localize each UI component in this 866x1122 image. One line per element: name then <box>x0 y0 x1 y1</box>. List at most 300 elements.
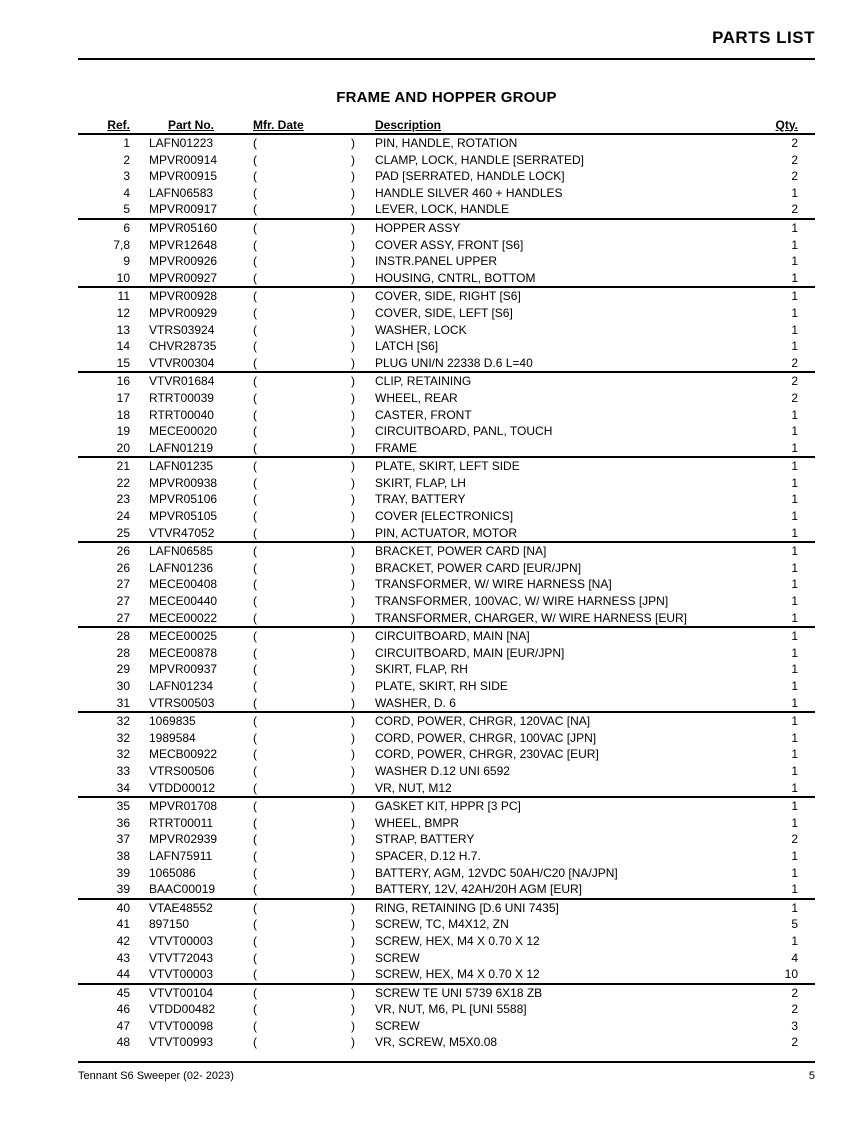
cell-mfr-date <box>253 966 355 983</box>
cell-qty: 2 <box>791 1002 798 1017</box>
mfr-date-open-paren: ( <box>253 848 257 863</box>
cell-ref: 23 <box>116 492 130 507</box>
cell-qty: 1 <box>791 440 798 455</box>
cell-description: SPACER, D.12 H.7. <box>375 848 481 863</box>
cell-mfr-date <box>253 985 355 1002</box>
cell-part-no: MPVR00926 <box>149 254 218 269</box>
cell-part-no: VTDD00012 <box>149 780 216 795</box>
cell-part-no: VTVT00098 <box>149 1018 214 1033</box>
cell-ref: 3 <box>123 169 130 184</box>
mfr-date-close-paren: ) <box>351 254 355 269</box>
cell-ref: 27 <box>116 610 130 625</box>
table-row <box>78 1034 815 1051</box>
cell-ref: 14 <box>116 339 130 354</box>
cell-mfr-date <box>253 831 355 848</box>
cell-description: GASKET KIT, HPPR [3 PC] <box>375 799 521 814</box>
mfr-date-close-paren: ) <box>351 424 355 439</box>
section-title: FRAME AND HOPPER GROUP <box>336 89 557 106</box>
table-row <box>78 798 815 815</box>
mfr-date-close-paren: ) <box>351 270 355 285</box>
table-row <box>78 288 815 305</box>
cell-description: CIRCUITBOARD, MAIN [NA] <box>375 629 530 644</box>
cell-ref: 37 <box>116 832 130 847</box>
cell-mfr-date <box>253 678 355 695</box>
cell-ref: 42 <box>116 933 130 948</box>
mfr-date-open-paren: ( <box>253 714 257 729</box>
mfr-date-open-paren: ( <box>253 407 257 422</box>
cell-ref: 45 <box>116 985 130 1000</box>
mfr-date-close-paren: ) <box>351 440 355 455</box>
cell-qty: 1 <box>791 815 798 830</box>
cell-mfr-date <box>253 152 355 169</box>
table-row <box>78 1018 815 1035</box>
footer-rule <box>78 1061 815 1063</box>
cell-mfr-date <box>253 560 355 577</box>
mfr-date-close-paren: ) <box>351 917 355 932</box>
cell-mfr-date <box>253 780 355 797</box>
cell-mfr-date <box>253 661 355 678</box>
cell-ref: 47 <box>116 1018 130 1033</box>
mfr-date-close-paren: ) <box>351 374 355 389</box>
cell-qty: 1 <box>791 424 798 439</box>
cell-part-no: MPVR05106 <box>149 492 218 507</box>
mfr-date-close-paren: ) <box>351 848 355 863</box>
table-row <box>78 560 815 577</box>
cell-part-no: MECE00408 <box>149 577 218 592</box>
cell-qty: 1 <box>791 560 798 575</box>
cell-qty: 1 <box>791 407 798 422</box>
cell-ref: 43 <box>116 950 130 965</box>
table-row <box>78 713 815 730</box>
mfr-date-close-paren: ) <box>351 950 355 965</box>
cell-part-no: LAFN01223 <box>149 136 214 150</box>
cell-qty: 2 <box>791 355 798 370</box>
mfr-date-close-paren: ) <box>351 339 355 354</box>
cell-qty: 1 <box>791 270 798 285</box>
cell-qty: 1 <box>791 763 798 778</box>
mfr-date-open-paren: ( <box>253 917 257 932</box>
cell-qty: 1 <box>791 289 798 304</box>
cell-part-no: MPVR00937 <box>149 662 218 677</box>
cell-description: WASHER, LOCK <box>375 322 467 337</box>
cell-description: FRAME <box>375 440 417 455</box>
table-row <box>78 848 815 865</box>
cell-part-no: MPVR00938 <box>149 475 218 490</box>
mfr-date-close-paren: ) <box>351 1035 355 1050</box>
cell-description: LEVER, LOCK, HANDLE <box>375 202 510 217</box>
cell-part-no: RTRT00040 <box>149 407 214 422</box>
mfr-date-close-paren: ) <box>351 662 355 677</box>
cell-ref: 22 <box>116 475 130 490</box>
cell-qty: 1 <box>791 459 798 474</box>
parts-group <box>78 796 815 898</box>
cell-part-no: MPVR02939 <box>149 832 218 847</box>
mfr-date-open-paren: ( <box>253 185 257 200</box>
cell-description: PLATE, SKIRT, LEFT SIDE <box>375 459 520 474</box>
cell-part-no: VTRS00506 <box>149 763 215 778</box>
cell-qty: 1 <box>791 610 798 625</box>
cell-ref: 12 <box>116 305 130 320</box>
cell-description: TRAY, BATTERY <box>375 492 466 507</box>
cell-description: WHEEL, REAR <box>375 390 458 405</box>
cell-ref: 9 <box>123 254 130 269</box>
table-row <box>78 610 815 627</box>
table-row <box>78 152 815 169</box>
cell-description: BATTERY, AGM, 12VDC 50AH/C20 [NA/JPN] <box>375 865 618 880</box>
cell-qty: 1 <box>791 629 798 644</box>
mfr-date-close-paren: ) <box>351 577 355 592</box>
mfr-date-close-paren: ) <box>351 610 355 625</box>
cell-ref: 26 <box>116 544 130 559</box>
mfr-date-open-paren: ( <box>253 950 257 965</box>
mfr-date-close-paren: ) <box>351 714 355 729</box>
cell-ref: 18 <box>116 407 130 422</box>
cell-qty: 1 <box>791 492 798 507</box>
table-row <box>78 950 815 967</box>
cell-description: TRANSFORMER, W/ WIRE HARNESS [NA] <box>375 577 612 592</box>
table-row <box>78 900 815 917</box>
cell-qty: 1 <box>791 662 798 677</box>
cell-part-no: MECE00025 <box>149 629 218 644</box>
cell-qty: 1 <box>791 900 798 915</box>
cell-ref: 19 <box>116 424 130 439</box>
column-header-ref: Ref. <box>107 117 130 132</box>
cell-description: CIRCUITBOARD, PANL, TOUCH <box>375 424 553 439</box>
mfr-date-close-paren: ) <box>351 169 355 184</box>
cell-description: CORD, POWER, CHRGR, 230VAC [EUR] <box>375 747 599 762</box>
cell-part-no: VTVT00993 <box>149 1035 214 1050</box>
cell-mfr-date <box>253 713 355 730</box>
cell-description: TRANSFORMER, CHARGER, W/ WIRE HARNESS [EUR] <box>375 610 688 625</box>
cell-part-no: MECE00020 <box>149 424 218 439</box>
cell-description: WASHER, D. 6 <box>375 695 456 710</box>
cell-mfr-date <box>253 628 355 645</box>
mfr-date-close-paren: ) <box>351 525 355 540</box>
footer-page-number: 5 <box>808 1070 815 1082</box>
cell-ref: 21 <box>116 459 130 474</box>
cell-mfr-date <box>253 407 355 424</box>
column-header-part-no: Part No. <box>168 117 215 132</box>
cell-description: BATTERY, 12V, 42AH/20H AGM [EUR] <box>375 882 582 897</box>
cell-description: PAD [SERRATED, HANDLE LOCK] <box>375 169 565 184</box>
cell-mfr-date <box>253 491 355 508</box>
cell-qty: 1 <box>791 544 798 559</box>
mfr-date-close-paren: ) <box>351 390 355 405</box>
cell-ref: 20 <box>116 440 130 455</box>
cell-ref: 27 <box>116 577 130 592</box>
mfr-date-close-paren: ) <box>351 1002 355 1017</box>
mfr-date-open-paren: ( <box>253 1035 257 1050</box>
cell-mfr-date <box>253 440 355 457</box>
cell-description: SCREW <box>375 950 420 965</box>
cell-mfr-date <box>253 695 355 712</box>
cell-part-no: VTVT00104 <box>149 985 214 1000</box>
cell-ref: 44 <box>116 967 130 982</box>
cell-mfr-date <box>253 730 355 747</box>
cell-qty: 1 <box>791 645 798 660</box>
mfr-date-open-paren: ( <box>253 509 257 524</box>
cell-ref: 13 <box>116 322 130 337</box>
table-row <box>78 373 815 390</box>
mfr-date-open-paren: ( <box>253 237 257 252</box>
cell-part-no: RTRT00039 <box>149 390 214 405</box>
cell-part-no: MECB00922 <box>149 747 218 762</box>
mfr-date-close-paren: ) <box>351 237 355 252</box>
cell-mfr-date <box>253 933 355 950</box>
cell-mfr-date <box>253 1018 355 1035</box>
table-row <box>78 185 815 202</box>
table-row <box>78 201 815 218</box>
cell-description: COVER, SIDE, LEFT [S6] <box>375 305 513 320</box>
cell-qty: 1 <box>791 799 798 814</box>
cell-mfr-date <box>253 1034 355 1051</box>
cell-ref: 17 <box>116 390 130 405</box>
mfr-date-close-paren: ) <box>351 136 355 150</box>
cell-ref: 5 <box>123 202 130 217</box>
cell-qty: 3 <box>791 1018 798 1033</box>
table-row <box>78 593 815 610</box>
table-row <box>78 390 815 407</box>
cell-mfr-date <box>253 645 355 662</box>
mfr-date-open-paren: ( <box>253 679 257 693</box>
cell-qty: 4 <box>791 950 798 965</box>
table-row <box>78 645 815 662</box>
cell-part-no: LAFN75911 <box>149 848 213 863</box>
parts-group <box>78 626 815 711</box>
cell-mfr-date <box>253 423 355 440</box>
cell-ref: 48 <box>116 1035 130 1050</box>
cell-qty: 2 <box>791 374 798 389</box>
mfr-date-close-paren: ) <box>351 882 355 897</box>
mfr-date-close-paren: ) <box>351 202 355 217</box>
table-row <box>78 746 815 763</box>
cell-qty: 1 <box>791 322 798 337</box>
cell-ref: 16 <box>116 374 130 389</box>
cell-qty: 2 <box>791 985 798 1000</box>
parts-group <box>78 983 815 1051</box>
table-row <box>78 966 815 983</box>
cell-ref: 1 <box>123 136 130 150</box>
column-header-qty: Qty. <box>775 117 798 132</box>
table-row <box>78 305 815 322</box>
parts-group <box>78 218 815 286</box>
mfr-date-close-paren: ) <box>351 629 355 644</box>
cell-mfr-date <box>253 390 355 407</box>
cell-ref: 35 <box>116 799 130 814</box>
mfr-date-open-paren: ( <box>253 289 257 304</box>
table-row <box>78 475 815 492</box>
table-header-row <box>78 116 815 133</box>
mfr-date-open-paren: ( <box>253 629 257 644</box>
cell-qty: 2 <box>791 832 798 847</box>
cell-description: CORD, POWER, CHRGR, 120VAC [NA] <box>375 714 591 729</box>
cell-description: SCREW, HEX, M4 X 0.70 X 12 <box>375 933 540 948</box>
mfr-date-open-paren: ( <box>253 900 257 915</box>
cell-part-no: VTVT72043 <box>149 950 214 965</box>
cell-part-no: BAAC00019 <box>149 882 216 897</box>
cell-description: HANDLE SILVER 460 + HANDLES <box>375 185 563 200</box>
cell-mfr-date <box>253 576 355 593</box>
mfr-date-open-paren: ( <box>253 577 257 592</box>
cell-ref: 2 <box>123 152 130 167</box>
mfr-date-close-paren: ) <box>351 645 355 660</box>
mfr-date-close-paren: ) <box>351 985 355 1000</box>
cell-part-no: LAFN01235 <box>149 459 214 474</box>
table-body <box>78 133 815 1051</box>
cell-mfr-date <box>253 525 355 542</box>
cell-ref: 30 <box>116 679 130 693</box>
cell-mfr-date <box>253 237 355 254</box>
cell-description: PIN, ACTUATOR, MOTOR <box>375 525 518 540</box>
cell-description: VR, NUT, M6, PL [UNI 5588] <box>375 1002 527 1017</box>
mfr-date-open-paren: ( <box>253 967 257 982</box>
cell-qty: 1 <box>791 577 798 592</box>
mfr-date-close-paren: ) <box>351 322 355 337</box>
mfr-date-open-paren: ( <box>253 202 257 217</box>
cell-mfr-date <box>253 763 355 780</box>
mfr-date-close-paren: ) <box>351 492 355 507</box>
parts-group <box>78 898 815 983</box>
cell-description: STRAP, BATTERY <box>375 832 475 847</box>
table-row <box>78 322 815 339</box>
cell-mfr-date <box>253 475 355 492</box>
cell-qty: 1 <box>791 509 798 524</box>
cell-mfr-date <box>253 746 355 763</box>
mfr-date-close-paren: ) <box>351 933 355 948</box>
cell-part-no: VTVR01684 <box>149 374 215 389</box>
table-row <box>78 661 815 678</box>
cell-qty: 10 <box>784 967 798 982</box>
cell-description: VR, SCREW, M5X0.08 <box>375 1035 498 1050</box>
mfr-date-open-paren: ( <box>253 865 257 880</box>
mfr-date-close-paren: ) <box>351 152 355 167</box>
cell-qty: 1 <box>791 848 798 863</box>
mfr-date-close-paren: ) <box>351 220 355 235</box>
cell-mfr-date <box>253 270 355 287</box>
table-row <box>78 933 815 950</box>
table-row <box>78 253 815 270</box>
cell-part-no: LAFN06583 <box>149 185 214 200</box>
cell-mfr-date <box>253 798 355 815</box>
cell-part-no: MPVR00929 <box>149 305 218 320</box>
table-row <box>78 270 815 287</box>
cell-description: WASHER D.12 UNI 6592 <box>375 763 510 778</box>
cell-description: RING, RETAINING [D.6 UNI 7435] <box>375 900 559 915</box>
cell-qty: 5 <box>791 917 798 932</box>
document-title: PARTS LIST <box>712 28 815 47</box>
cell-qty: 1 <box>791 254 798 269</box>
mfr-date-close-paren: ) <box>351 560 355 575</box>
cell-description: PLATE, SKIRT, RH SIDE <box>375 679 508 693</box>
cell-mfr-date <box>253 135 355 152</box>
cell-description: SCREW, HEX, M4 X 0.70 X 12 <box>375 967 540 982</box>
cell-ref: 32 <box>116 730 130 745</box>
cell-part-no: CHVR28735 <box>149 339 217 354</box>
mfr-date-open-paren: ( <box>253 560 257 575</box>
cell-description: WHEEL, BMPR <box>375 815 460 830</box>
mfr-date-close-paren: ) <box>351 695 355 710</box>
mfr-date-open-paren: ( <box>253 339 257 354</box>
table-row <box>78 780 815 797</box>
cell-description: INSTR.PANEL UPPER <box>375 254 498 269</box>
cell-qty: 1 <box>791 339 798 354</box>
cell-mfr-date <box>253 338 355 355</box>
table-row <box>78 576 815 593</box>
table-row <box>78 985 815 1002</box>
cell-ref: 25 <box>116 525 130 540</box>
parts-group <box>78 711 815 796</box>
table-row <box>78 695 815 712</box>
cell-ref: 31 <box>116 695 130 710</box>
table-row <box>78 458 815 475</box>
mfr-date-open-paren: ( <box>253 355 257 370</box>
cell-mfr-date <box>253 900 355 917</box>
cell-ref: 4 <box>123 185 130 200</box>
column-header-mfr-date: Mfr. Date <box>253 117 304 132</box>
cell-ref: 11 <box>117 289 130 304</box>
mfr-date-close-paren: ) <box>351 815 355 830</box>
mfr-date-open-paren: ( <box>253 525 257 540</box>
cell-part-no: MPVR00928 <box>149 289 218 304</box>
cell-ref: 10 <box>116 270 130 285</box>
cell-part-no: VTVT00003 <box>149 933 214 948</box>
cell-description: PLUG UNI/N 22338 D.6 L=40 <box>375 355 533 370</box>
cell-ref: 26 <box>116 560 130 575</box>
cell-qty: 1 <box>791 865 798 880</box>
mfr-date-close-paren: ) <box>351 185 355 200</box>
mfr-date-close-paren: ) <box>351 967 355 982</box>
mfr-date-open-paren: ( <box>253 799 257 814</box>
cell-part-no: 897150 <box>149 917 190 932</box>
mfr-date-open-paren: ( <box>253 662 257 677</box>
cell-mfr-date <box>253 543 355 560</box>
mfr-date-open-paren: ( <box>253 610 257 625</box>
cell-ref: 41 <box>116 917 130 932</box>
cell-description: CLAMP, LOCK, HANDLE [SERRATED] <box>375 152 584 167</box>
parts-table <box>78 116 815 1051</box>
page-footer <box>78 1070 815 1082</box>
cell-mfr-date <box>253 322 355 339</box>
mfr-date-open-paren: ( <box>253 136 257 150</box>
cell-part-no: 1065086 <box>149 865 196 880</box>
mfr-date-open-paren: ( <box>253 1018 257 1033</box>
cell-mfr-date <box>253 881 355 898</box>
cell-qty: 1 <box>791 525 798 540</box>
mfr-date-open-paren: ( <box>253 594 257 609</box>
mfr-date-close-paren: ) <box>351 594 355 609</box>
table-row <box>78 491 815 508</box>
cell-ref: 6 <box>123 220 130 235</box>
mfr-date-open-paren: ( <box>253 390 257 405</box>
cell-description: SCREW, TC, M4X12, ZN <box>375 917 509 932</box>
cell-part-no: VTVR00304 <box>149 355 215 370</box>
cell-ref: 39 <box>116 865 130 880</box>
cell-description: SCREW TE UNI 5739 6X18 ZB <box>375 985 543 1000</box>
cell-ref: 27 <box>116 594 130 609</box>
cell-ref: 40 <box>116 900 130 915</box>
cell-description: CLIP, RETAINING <box>375 374 472 389</box>
cell-qty: 1 <box>791 730 798 745</box>
cell-ref: 39 <box>116 882 130 897</box>
cell-mfr-date <box>253 201 355 218</box>
cell-description: HOUSING, CNTRL, BOTTOM <box>375 270 536 285</box>
cell-ref: 32 <box>116 714 130 729</box>
cell-ref: 15 <box>116 355 130 370</box>
mfr-date-open-paren: ( <box>253 492 257 507</box>
mfr-date-close-paren: ) <box>351 832 355 847</box>
mfr-date-open-paren: ( <box>253 305 257 320</box>
cell-qty: 1 <box>791 305 798 320</box>
